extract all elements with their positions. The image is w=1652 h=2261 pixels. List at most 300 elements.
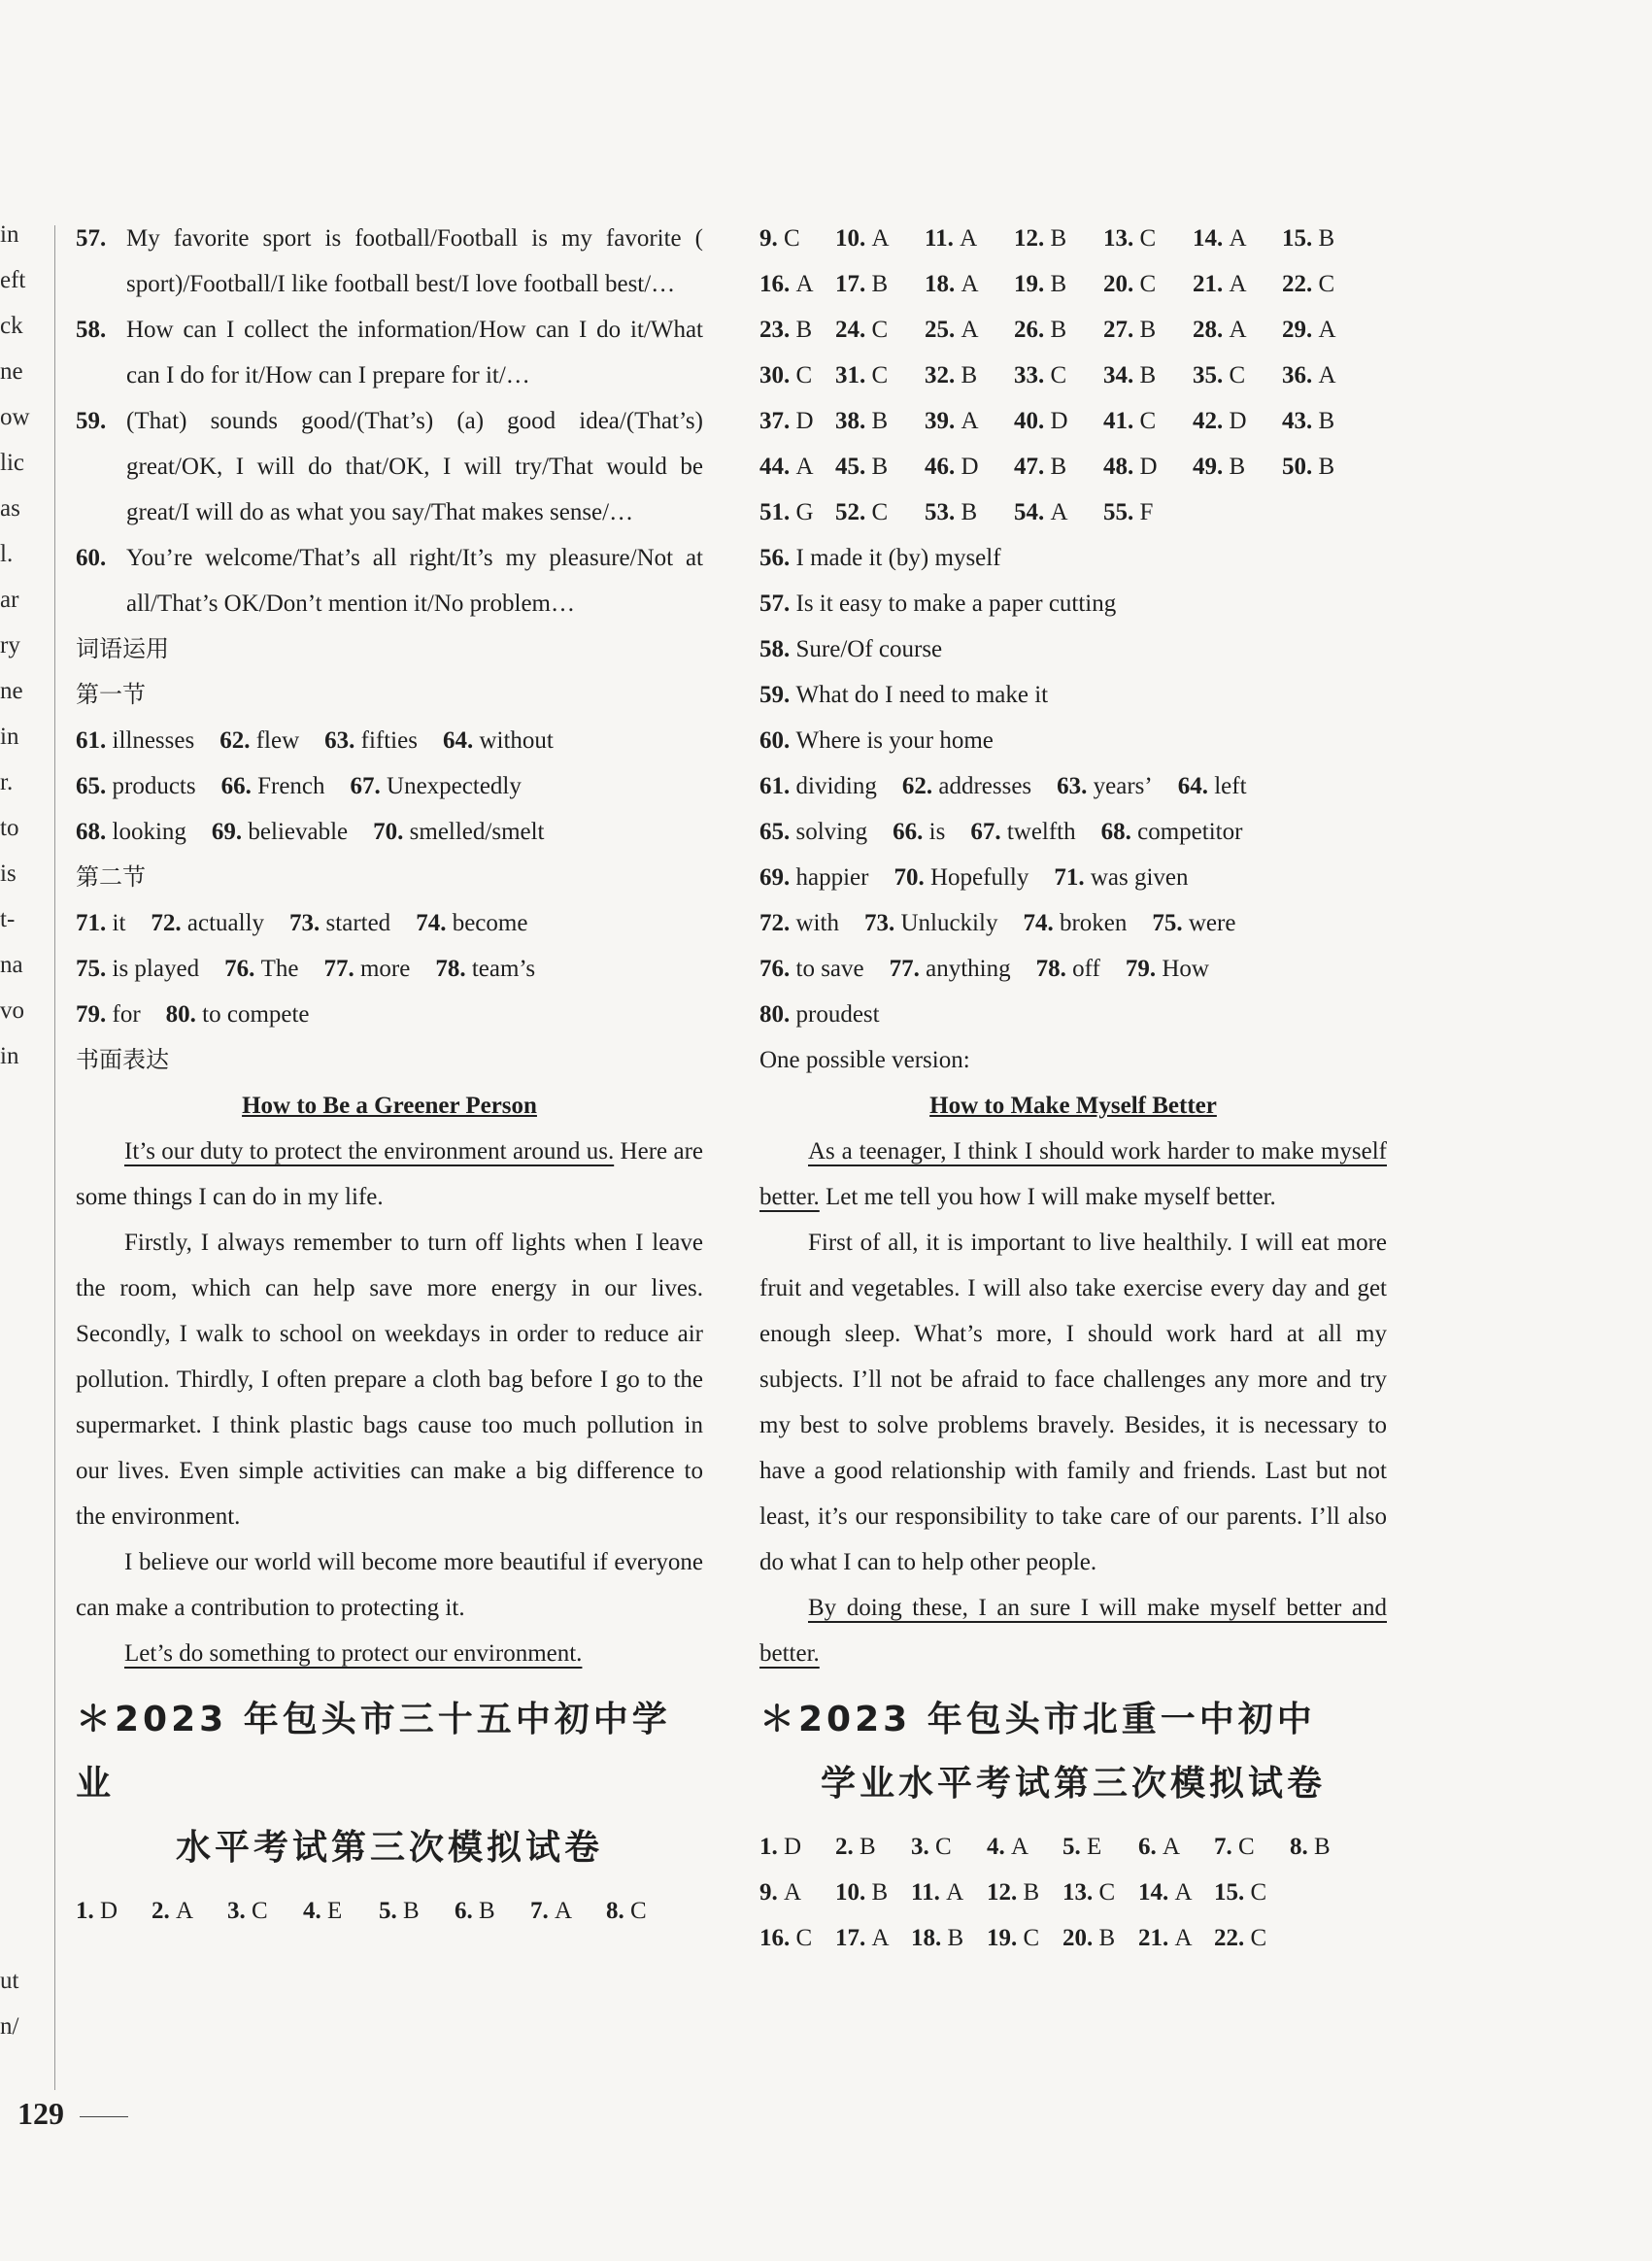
answer-value: started — [325, 910, 391, 936]
answer-number: 19. — [1014, 271, 1045, 297]
answer-row — [759, 718, 1387, 763]
answers-61-70 — [76, 718, 703, 855]
answer-value: B — [1050, 271, 1067, 297]
answer-row — [759, 763, 1387, 809]
answer-number: 61. — [76, 727, 107, 754]
page-number — [17, 2096, 128, 2132]
answer-number: 69. — [759, 864, 791, 891]
answer-number: 69. — [211, 819, 243, 845]
answer-pair — [1193, 353, 1282, 398]
answer-value: C — [935, 1834, 952, 1860]
answer-pair — [1138, 1870, 1214, 1915]
answer-number: 74. — [416, 910, 447, 936]
answer-value: A — [555, 1898, 573, 1924]
answer-value: C — [1139, 271, 1157, 297]
answer-pair — [1290, 1824, 1365, 1870]
answer-pair — [835, 1824, 911, 1870]
answer-pair — [76, 718, 194, 763]
answer-pair — [759, 398, 835, 444]
right-column — [759, 216, 1387, 1961]
answer-pair — [1014, 307, 1103, 353]
answer-pair — [1014, 261, 1103, 307]
answer-value: B — [1318, 408, 1335, 434]
answers-9-55 — [759, 216, 1387, 535]
answer-number: 41. — [1103, 408, 1134, 434]
answer-number: 15. — [1214, 1879, 1245, 1906]
answer-value: E — [1087, 1834, 1102, 1860]
answer-pair — [759, 1824, 835, 1870]
answer-row — [76, 900, 703, 946]
answer-pair — [835, 353, 925, 398]
answer-number: 33. — [1014, 362, 1045, 388]
answer-value: C — [795, 362, 813, 388]
essay-paragraph-3: I believe our world will become more beautiful if everyone can make a contribution to protecting it. — [76, 1549, 703, 1621]
answer-value: Sure/Of course — [795, 636, 943, 662]
answer-value: D — [784, 1834, 802, 1860]
answer-number: 51. — [759, 499, 791, 525]
page-number-text: 129 — [17, 2096, 64, 2131]
answer-pair — [1193, 261, 1282, 307]
answer-pair — [219, 718, 299, 763]
answer-value: G — [795, 499, 814, 525]
section-part-2: 第二节 — [76, 863, 146, 891]
answer-number: 21. — [1138, 1925, 1169, 1951]
answer-number: 34. — [1103, 362, 1134, 388]
answer-number: 4. — [303, 1898, 321, 1924]
edge-fragment: ne — [0, 678, 23, 704]
answer-value: left — [1214, 773, 1247, 799]
answer-value: The — [260, 956, 299, 982]
answer-value: C — [630, 1898, 647, 1924]
answer-pair — [835, 1870, 911, 1915]
answer-number: 38. — [835, 408, 866, 434]
answer-pair — [902, 763, 1031, 809]
answer-number: 75. — [76, 956, 107, 982]
left-column — [76, 216, 703, 1934]
answer-number: 7. — [1214, 1834, 1232, 1860]
answer-number: 57. — [76, 225, 107, 252]
answer-pair — [911, 1870, 987, 1915]
answer-value: B — [961, 499, 978, 525]
answer-value: for — [112, 1001, 141, 1028]
answer-value: How — [1162, 956, 1209, 982]
answer-pair — [530, 1888, 606, 1934]
answer-number: 56. — [759, 545, 791, 571]
answer-value: were — [1188, 910, 1236, 936]
answer-number: 9. — [759, 1879, 778, 1906]
answer-pair — [835, 307, 925, 353]
answer-pair — [1214, 1915, 1290, 1961]
answer-pair — [1062, 1824, 1138, 1870]
answer-value: anything — [926, 956, 1011, 982]
edge-fragment: ow — [0, 404, 30, 430]
answer-row — [759, 1915, 1387, 1961]
essay-closing-sentence: Let’s do something to protect our environment. — [124, 1640, 583, 1667]
answer-number: 11. — [925, 225, 954, 252]
answer-pair — [835, 1915, 911, 1961]
answer-value: B — [1139, 317, 1157, 343]
answer-value: to compete — [202, 1001, 310, 1028]
edge-fragment: is — [0, 861, 17, 887]
answer-number: 2. — [152, 1898, 170, 1924]
answer-row — [759, 1824, 1387, 1870]
answer-pair — [893, 855, 1028, 900]
answer-value: Unexpectedly — [387, 773, 522, 799]
answer-value: C — [871, 362, 889, 388]
answer-item — [76, 398, 703, 535]
answer-number: 17. — [835, 271, 866, 297]
answer-value: D — [1050, 408, 1068, 434]
answer-row — [759, 444, 1387, 489]
answer-number: 47. — [1014, 454, 1045, 480]
edge-fragment: ar — [0, 587, 19, 613]
answer-pair — [759, 353, 835, 398]
answer-pair — [351, 763, 522, 809]
answer-value: B — [871, 271, 889, 297]
answer-number: 78. — [1035, 956, 1066, 982]
answer-pair — [1126, 946, 1209, 992]
answer-pair — [1138, 1824, 1214, 1870]
answer-pair — [1054, 855, 1188, 900]
answer-number: 57. — [759, 591, 791, 617]
edge-fragment: to — [0, 815, 19, 841]
answer-number: 79. — [1125, 956, 1157, 982]
answer-number: 67. — [970, 819, 1001, 845]
answer-value: years’ — [1093, 773, 1153, 799]
answer-pair — [925, 398, 1014, 444]
answer-number: 68. — [76, 819, 107, 845]
answer-row — [759, 900, 1387, 946]
answer-pair — [1282, 353, 1371, 398]
answer-number: 71. — [1054, 864, 1085, 891]
essay-paragraph-1 — [76, 1129, 703, 1220]
answer-pair — [759, 489, 835, 535]
answer-pair — [166, 992, 310, 1037]
answer-row — [759, 855, 1387, 900]
answer-number: 18. — [911, 1925, 942, 1951]
answer-row — [759, 398, 1387, 444]
exam-heading — [759, 1688, 1387, 1816]
answer-number: 70. — [373, 819, 404, 845]
answer-pair — [759, 763, 877, 809]
answer-value: team’s — [471, 956, 536, 982]
edge-fragment: in — [0, 221, 19, 248]
edge-fragment: n/ — [0, 2013, 19, 2040]
answer-value: C — [1139, 225, 1157, 252]
answer-row — [759, 992, 1387, 1037]
answer-row — [759, 626, 1387, 672]
answers-1-8 — [76, 1888, 703, 1934]
edge-fragment: ut — [0, 1968, 19, 1994]
answer-value: without — [479, 727, 554, 754]
answer-value: C — [871, 317, 889, 343]
answer-pair — [1193, 216, 1282, 261]
answer-value: A — [961, 271, 979, 297]
answer-pair — [925, 216, 1014, 261]
answer-number: 29. — [1282, 317, 1313, 343]
answer-number: 76. — [759, 956, 791, 982]
answer-number: 1. — [759, 1834, 778, 1860]
answer-value: A — [871, 1925, 890, 1951]
answer-value: E — [327, 1898, 343, 1924]
answer-number: 6. — [1138, 1834, 1157, 1860]
answer-number: 55. — [1103, 499, 1134, 525]
answer-pair — [1014, 444, 1103, 489]
answer-pair — [1036, 946, 1100, 992]
answer-number: 4. — [987, 1834, 1005, 1860]
answer-pair — [1103, 398, 1193, 444]
page-number-rule — [80, 2116, 128, 2117]
answer-pair — [987, 1824, 1062, 1870]
answer-value: A — [1318, 362, 1336, 388]
answer-text: You’re welcome/That’s all right/It’s my pleasure/Not at all/That’s OK/Don’t mention it/No problem… — [126, 545, 703, 617]
answer-value: B — [1050, 317, 1067, 343]
answer-value: flew — [255, 727, 300, 754]
answer-row — [759, 809, 1387, 855]
answer-pair — [925, 444, 1014, 489]
answer-pair — [76, 763, 196, 809]
answer-value: A — [1011, 1834, 1029, 1860]
answer-number: 62. — [219, 727, 251, 754]
answer-pair — [890, 946, 1011, 992]
answer-pair — [1282, 307, 1371, 353]
answer-pair — [911, 1915, 987, 1961]
answer-pair — [1178, 763, 1247, 809]
answer-value: B — [1229, 454, 1246, 480]
answer-value: A — [1229, 225, 1247, 252]
answer-number: 71. — [76, 910, 107, 936]
answer-pair — [759, 855, 868, 900]
answer-row — [759, 672, 1387, 718]
answer-value: C — [1318, 271, 1335, 297]
answer-number: 52. — [835, 499, 866, 525]
answer-pair — [759, 946, 864, 992]
answer-number: 37. — [759, 408, 791, 434]
answer-number: 12. — [987, 1879, 1018, 1906]
answer-number: 66. — [220, 773, 252, 799]
answer-pair — [1062, 1870, 1138, 1915]
answer-value: A — [961, 408, 979, 434]
answer-number: 72. — [151, 910, 182, 936]
answer-number: 23. — [759, 317, 791, 343]
answer-item — [76, 216, 703, 307]
answer-value: C — [871, 499, 889, 525]
answer-number: 77. — [323, 956, 354, 982]
answer-row — [759, 535, 1387, 581]
answer-value: Where is your home — [795, 727, 994, 754]
answer-number: 31. — [835, 362, 866, 388]
answer-value: Unluckily — [900, 910, 998, 936]
answer-value: was given — [1090, 864, 1189, 891]
answer-value: illnesses — [112, 727, 195, 754]
answer-pair — [925, 261, 1014, 307]
answer-pair — [1101, 809, 1243, 855]
answer-pair — [1152, 900, 1235, 946]
answer-value: C — [1050, 362, 1067, 388]
answer-item — [76, 535, 703, 626]
answer-pair — [1138, 1915, 1214, 1961]
answer-value: A — [1318, 317, 1336, 343]
answer-value: smelled/smelt — [409, 819, 545, 845]
answer-number: 60. — [759, 727, 791, 754]
answer-value: B — [860, 1834, 876, 1860]
answer-number: 11. — [911, 1879, 940, 1906]
answer-number: 78. — [435, 956, 466, 982]
answer-pair — [1193, 398, 1282, 444]
exam-heading-line-1: ＊2023 年包头市三十五中初中学业 — [76, 1700, 671, 1804]
answer-number: 8. — [1290, 1834, 1308, 1860]
answer-row — [76, 1888, 703, 1934]
answer-pair — [835, 261, 925, 307]
answer-number: 80. — [759, 1001, 791, 1028]
answer-value: What do I need to make it — [795, 682, 1049, 708]
answer-number: 80. — [165, 1001, 196, 1028]
edge-fragment: ry — [0, 632, 20, 658]
answer-value: B — [1050, 454, 1067, 480]
answer-value: A — [1229, 317, 1247, 343]
answer-number: 35. — [1193, 362, 1224, 388]
answer-number: 16. — [759, 1925, 791, 1951]
answer-value: A — [961, 317, 979, 343]
answer-value: believable — [248, 819, 349, 845]
answer-pair — [76, 992, 141, 1037]
exam-heading — [76, 1688, 703, 1880]
answer-pair — [864, 900, 998, 946]
answer-number: 2. — [835, 1834, 854, 1860]
answer-pair — [759, 216, 835, 261]
answer-number: 32. — [925, 362, 956, 388]
answer-number: 60. — [76, 545, 107, 571]
answer-text: How can I collect the information/How can I do it/What can I do for it/How can I prepare for it/… — [126, 317, 703, 388]
answer-value: looking — [112, 819, 186, 845]
answer-pair — [1103, 353, 1193, 398]
answer-row — [759, 307, 1387, 353]
answer-number: 68. — [1100, 819, 1131, 845]
answer-pair — [1014, 489, 1103, 535]
answer-pair — [416, 900, 527, 946]
answer-number: 48. — [1103, 454, 1134, 480]
answer-value: with — [795, 910, 839, 936]
answer-pair — [606, 1888, 682, 1934]
answer-pair — [835, 489, 925, 535]
answer-number: 73. — [863, 910, 895, 936]
exam-heading-line-2: 学业水平考试第三次模拟试卷 — [820, 1764, 1326, 1804]
answer-row — [759, 216, 1387, 261]
answer-pair — [379, 1888, 455, 1934]
answer-number: 67. — [350, 773, 381, 799]
answer-number: 39. — [925, 408, 956, 434]
edge-fragment: in — [0, 724, 19, 750]
answer-number: 45. — [835, 454, 866, 480]
answer-value: C — [784, 225, 800, 252]
answer-number: 7. — [530, 1898, 549, 1924]
answer-value: it — [112, 910, 126, 936]
answer-value: C — [795, 1925, 813, 1951]
answer-value: Is it easy to make a paper cutting — [795, 591, 1117, 617]
answer-pair — [224, 946, 298, 992]
essay-paragraph-2: Firstly, I always remember to turn off lights when I leave the room, which can help save more energy in our lives. Secondly, I walk to school on weekdays in order to reduce air pollution. Thirdly, I often prepare a cloth bag before I go to the supermarket. I think plastic bags cause too much pollution in our lives. Even simple activities can make a big difference to the environment. — [76, 1230, 703, 1530]
answer-pair — [227, 1888, 303, 1934]
answer-number: 5. — [1062, 1834, 1081, 1860]
answer-value: D — [795, 408, 814, 434]
answer-value: I made it (by) myself — [795, 545, 1001, 571]
edge-fragment: eft — [0, 267, 26, 293]
version-label: One possible version: — [759, 1047, 970, 1073]
answer-number: 17. — [835, 1925, 866, 1951]
answer-pair — [987, 1915, 1062, 1961]
answer-value: B — [961, 362, 978, 388]
answer-number: 15. — [1282, 225, 1313, 252]
answer-value: is — [928, 819, 946, 845]
answer-value: D — [1229, 408, 1247, 434]
answer-value: C — [1098, 1879, 1116, 1906]
section-part-1: 第一节 — [76, 681, 146, 708]
answer-number: 20. — [1062, 1925, 1094, 1951]
answer-value: A — [871, 225, 890, 252]
answer-number: 16. — [759, 271, 791, 297]
answer-value: C — [252, 1898, 268, 1924]
answer-number: 22. — [1214, 1925, 1245, 1951]
answer-value: B — [871, 454, 889, 480]
answer-value: F — [1139, 499, 1154, 525]
answer-value: B — [1050, 225, 1067, 252]
answer-item — [76, 307, 703, 398]
answer-number: 63. — [1057, 773, 1088, 799]
answer-number: 10. — [835, 225, 866, 252]
answer-row — [76, 992, 703, 1037]
answer-number: 18. — [925, 271, 956, 297]
answer-value: B — [795, 317, 813, 343]
answer-value: products — [112, 773, 196, 799]
exam-heading-line-2: 水平考试第三次模拟试卷 — [175, 1828, 603, 1868]
answer-number: 21. — [1193, 271, 1224, 297]
essay-title: How to Make Myself Better — [929, 1093, 1217, 1119]
answer-value: fifties — [360, 727, 418, 754]
answer-value: C — [1139, 408, 1157, 434]
answer-number: 64. — [1177, 773, 1208, 799]
answer-value: A — [1050, 499, 1068, 525]
answer-pair — [152, 1888, 227, 1934]
answer-pair — [76, 809, 186, 855]
answer-value: B — [1023, 1879, 1040, 1906]
answer-pair — [835, 216, 925, 261]
answer-number: 59. — [76, 408, 107, 434]
answer-row — [76, 946, 703, 992]
answer-number: 1. — [76, 1898, 94, 1924]
section-heading-vocabulary: 词语运用 — [76, 635, 169, 662]
answer-number: 65. — [76, 773, 107, 799]
answer-row — [759, 489, 1387, 535]
answer-number: 72. — [759, 910, 791, 936]
answer-number: 13. — [1062, 1879, 1094, 1906]
answers-1-22 — [759, 1824, 1387, 1961]
answer-pair — [76, 900, 125, 946]
answer-value: actually — [186, 910, 265, 936]
answer-pair — [759, 900, 839, 946]
answer-number: 77. — [889, 956, 920, 982]
answer-number: 58. — [759, 636, 791, 662]
answer-value: B — [1139, 362, 1157, 388]
answer-value: solving — [795, 819, 868, 845]
answer-pair — [970, 809, 1075, 855]
answer-value: C — [1238, 1834, 1255, 1860]
answer-pair — [455, 1888, 530, 1934]
answer-number: 28. — [1193, 317, 1224, 343]
essay-paragraph-2: First of all, it is important to live healthily. I will eat more fruit and vegetables. I will also take exercise every day and get enough sleep. What’s more, I should work hard at all my subjects. I’ll not be afraid to face challenges any more and try my best to solve problems bravely. Besides, it is necessary to have a good relationship with family and friends. Last but not least, it’s our responsibility to take care of our parents. I’ll also do what I can to help other people. — [759, 1230, 1387, 1575]
answer-row — [759, 1870, 1387, 1915]
answer-value: A — [1229, 271, 1247, 297]
answer-value: to save — [795, 956, 864, 982]
